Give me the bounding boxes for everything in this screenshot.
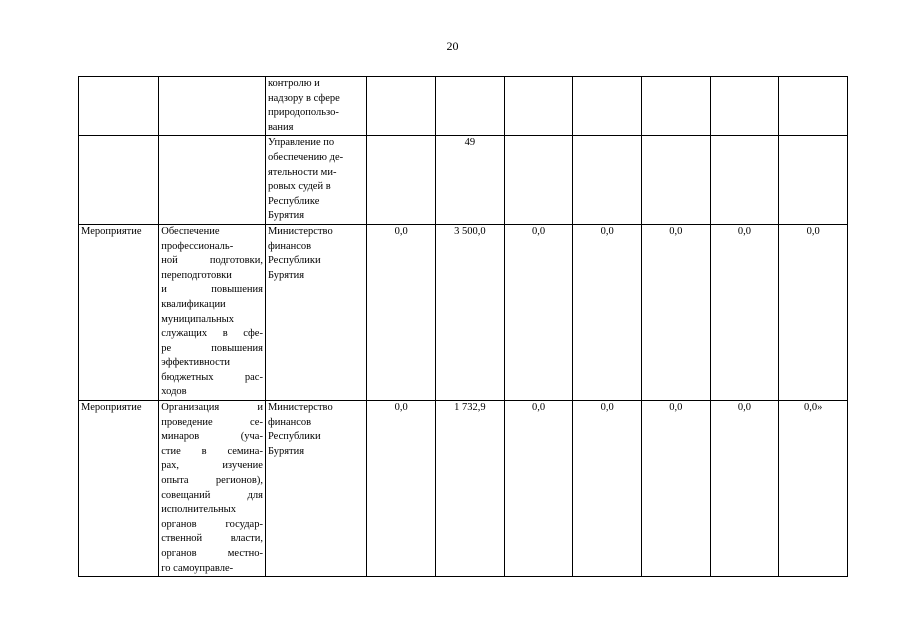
executor-cell-line: финансов — [267, 416, 312, 428]
budget-table — [78, 76, 848, 577]
value-cell — [504, 77, 573, 136]
event-name-cell-line: эффективности — [161, 357, 231, 369]
executor-cell-line: обеспечению де- — [267, 151, 344, 163]
event-type-cell-line: Мероприятие — [81, 402, 142, 414]
event-name-cell-line: ре повышения — [161, 342, 263, 354]
event-name-cell-line: ходов — [161, 386, 187, 398]
event-name-cell-line: рах, изучение — [161, 460, 263, 472]
value-cell: 0,0 — [367, 401, 436, 577]
value-cell: 0,0 — [504, 401, 573, 577]
event-name-cell-line: опыта регионов), — [161, 475, 263, 487]
executor-cell — [265, 401, 366, 577]
event-name-cell-line: ственной власти, — [161, 533, 263, 545]
event-name-cell-line: стие в семина- — [161, 445, 263, 457]
executor-cell-line: Республики — [267, 431, 321, 443]
event-name-cell-line: служащих в сфе- — [161, 328, 263, 340]
event-name-cell-line: органов государ- — [161, 518, 263, 530]
event-type-cell — [79, 224, 159, 400]
value-cell: 0,0 — [504, 224, 573, 400]
executor-cell-line: контролю и — [267, 78, 320, 89]
value-cell — [367, 77, 436, 136]
event-name-cell-line: совещаний для — [161, 489, 263, 501]
value-cell: 0,0 — [573, 224, 642, 400]
value-cell — [641, 136, 710, 225]
value-cell — [436, 77, 505, 136]
executor-cell-line: Министерство — [267, 225, 333, 237]
event-type-cell — [79, 401, 159, 577]
executor-cell-line: Республики — [267, 255, 321, 267]
event-name-cell-line: Обеспечение — [161, 225, 220, 237]
value-cell: 0,0» — [779, 401, 848, 577]
executor-cell-line: ровых судей в — [267, 181, 331, 193]
value-cell: 0,0 — [641, 401, 710, 577]
executor-cell — [265, 136, 366, 225]
event-type-cell — [79, 77, 159, 136]
event-name-cell-line: квалификации — [161, 298, 226, 310]
page-number: 20 — [446, 39, 459, 53]
value-cell: 0,0 — [779, 224, 848, 400]
value-cell: 0,0 — [573, 401, 642, 577]
value-cell: 3 500,0 — [436, 224, 505, 400]
value-cell: 1 732,9 — [436, 401, 505, 577]
event-name-cell-line: проведение се- — [161, 416, 263, 428]
event-name-cell — [159, 136, 266, 225]
value-cell — [779, 136, 848, 225]
executor-cell-line: Бурятия — [267, 445, 305, 457]
event-name-cell — [159, 77, 266, 136]
value-cell — [641, 77, 710, 136]
executor-cell-line: Республике — [267, 195, 320, 207]
executor-cell-line: надзору в сфере — [267, 92, 340, 104]
value-cell — [710, 136, 779, 225]
table-row — [79, 224, 848, 400]
value-cell: 0,0 — [710, 224, 779, 400]
table-row — [79, 136, 848, 225]
executor-cell-line: финансов — [267, 240, 312, 252]
value-cell: 49 — [436, 136, 505, 225]
event-name-cell-line: переподготовки — [161, 269, 232, 281]
event-name-cell-line: органов местно- — [161, 548, 263, 559]
executor-cell-line: Бурятия — [267, 269, 305, 281]
table-row — [79, 401, 848, 577]
event-type-cell-line: Мероприятие — [81, 225, 142, 237]
event-name-cell — [159, 401, 266, 577]
event-name-cell-line: бюджетных рас- — [161, 371, 263, 383]
value-cell — [573, 77, 642, 136]
event-name-cell-line: минаров (уча- — [161, 431, 263, 443]
value-cell: 0,0 — [641, 224, 710, 400]
event-name-cell-line: Организация и — [161, 402, 263, 414]
executor-cell-line: ятельности ми- — [267, 166, 337, 178]
executor-cell-line: вания — [267, 121, 294, 133]
executor-cell-line: Бурятия — [267, 210, 305, 222]
event-name-cell-line: муниципальных — [161, 313, 234, 325]
event-name-cell — [159, 224, 266, 400]
executor-cell — [265, 224, 366, 400]
event-name-cell-line: го самоуправле- — [161, 562, 234, 574]
event-name-cell-line: ной подготовки, — [161, 255, 263, 267]
event-name-cell-line: профессиональ- — [161, 240, 234, 252]
event-name-cell-line: исполнительных — [161, 504, 236, 516]
executor-cell — [265, 77, 366, 136]
value-cell — [710, 77, 779, 136]
executor-cell-line: Управление по — [267, 137, 335, 149]
value-cell: 0,0 — [367, 224, 436, 400]
executor-cell-line: Министерство — [267, 402, 333, 414]
value-cell: 0,0 — [710, 401, 779, 577]
table-body — [79, 77, 848, 577]
value-cell — [367, 136, 436, 225]
table-row — [79, 77, 848, 136]
event-type-cell — [79, 136, 159, 225]
value-cell — [779, 77, 848, 136]
event-name-cell-line: и повышения — [161, 284, 263, 296]
executor-cell-line: природопользо- — [267, 107, 339, 119]
value-cell — [573, 136, 642, 225]
value-cell — [504, 136, 573, 225]
